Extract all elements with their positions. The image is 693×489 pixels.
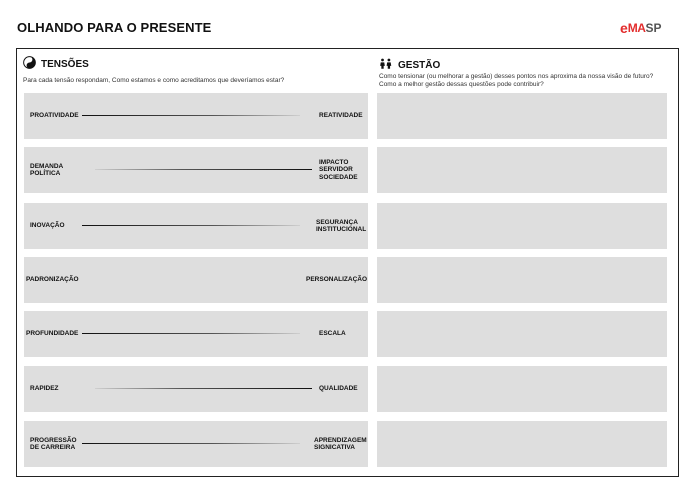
tension-scale-line: [82, 225, 300, 226]
tensoes-instructions: Para cada tensão respondam, Como estamos e como acreditamos que deveríamos estar?: [23, 77, 285, 84]
tension-left-label: RAPIDEZ: [30, 385, 59, 393]
tension-left-label: INOVAÇÃO: [30, 222, 65, 230]
tension-right-label: SEGURANÇA INSTITUCIONAL: [316, 218, 367, 233]
page-title: OLHANDO PARA O PRESENTE: [17, 20, 212, 35]
tension-right-label: APRENDIZAGEM SIGNICATIVA: [314, 436, 367, 451]
tensoes-title: TENSÕES: [41, 58, 89, 70]
tension-right-label: REATIVIDADE: [319, 112, 363, 120]
tension-scale-line: [82, 333, 300, 334]
tension-scale-line: [95, 169, 312, 170]
tension-left-label: PADRONIZAÇÃO: [26, 276, 79, 284]
tension-right-label: ESCALA: [319, 330, 346, 338]
gestao-header: [379, 58, 440, 72]
tensoes-header: [23, 56, 89, 72]
gestao-title: GESTÃO: [398, 59, 441, 71]
tension-right-label: QUALIDADE: [319, 385, 358, 393]
gestao-instructions: Como tensionar (ou melhorar a gestão) desses pontos nos aproxima da nossa visão de futuro? Como a melhor gestão dessas questões pode contribuir?: [379, 73, 654, 88]
tension-right-label: PERSONALIZAÇÃO: [306, 276, 368, 284]
gestao-answer-box[interactable]: [377, 147, 667, 193]
tension-scale-line: [82, 115, 300, 116]
tension-left-label: PROGRESSÃO DE CARREIRA: [30, 436, 77, 451]
tension-scale-line: [95, 388, 312, 389]
gestao-answer-box[interactable]: [377, 93, 667, 139]
gestao-answer-box[interactable]: [377, 311, 667, 357]
tension-row[interactable]: [24, 147, 368, 193]
tension-left-label: PROFUNDIDADE: [26, 330, 79, 338]
tension-left-label: DEMANDA POLÍTICA: [30, 162, 64, 177]
tension-left-label: PROATIVIDADE: [30, 112, 79, 120]
gestao-answer-box[interactable]: [377, 257, 667, 303]
tension-row[interactable]: [24, 366, 368, 412]
tension-scale-line: [82, 443, 300, 444]
yin-yang-icon: [23, 56, 36, 72]
gestao-answer-box[interactable]: [377, 421, 667, 467]
gestao-answer-box[interactable]: [377, 366, 667, 412]
emasp-logo: e MA SP: [620, 20, 662, 36]
people-icon: [379, 58, 393, 72]
tension-right-label: IMPACTO SERVIDOR SOCIEDADE: [319, 158, 358, 181]
gestao-answer-box[interactable]: [377, 203, 667, 249]
